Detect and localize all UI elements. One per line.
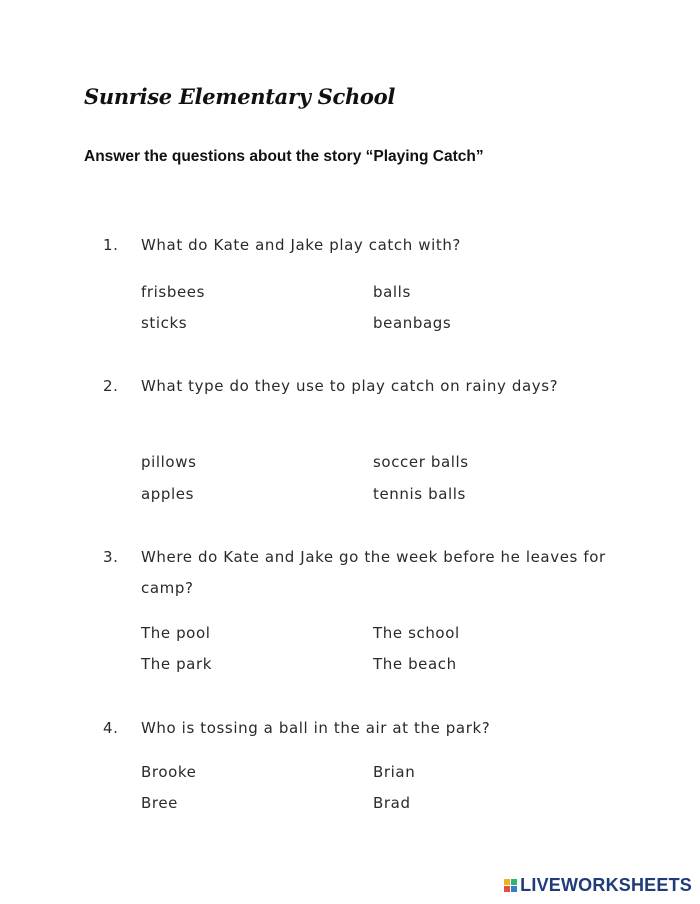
answer-option[interactable]: sticks	[141, 314, 188, 332]
liveworksheets-logo-icon	[504, 879, 517, 892]
answer-option[interactable]: Brian	[373, 763, 416, 781]
answer-option[interactable]: beanbags	[373, 314, 452, 332]
answer-option[interactable]: balls	[373, 283, 411, 301]
logo-square	[504, 886, 510, 892]
answer-option[interactable]: Bree	[141, 794, 178, 812]
question-text: Where do Kate and Jake go the week before he leaves for camp?	[141, 548, 606, 597]
answer-option[interactable]: The park	[141, 655, 213, 673]
question-number: 1.	[103, 236, 119, 254]
question-number: 4.	[103, 719, 119, 737]
question-text: What do Kate and Jake play catch with?	[141, 236, 461, 254]
question-number: 2.	[103, 377, 119, 395]
logo-text: LIVEWORKSHEETS	[520, 875, 692, 895]
answer-option[interactable]: The beach	[373, 655, 457, 673]
answer-option[interactable]: soccer balls	[373, 453, 469, 471]
school-name: Sunrise Elementary School	[84, 84, 396, 109]
question-text: What type do they use to play catch on rainy days?	[141, 377, 559, 395]
answer-option[interactable]: frisbees	[141, 283, 206, 301]
answer-option[interactable]: Brooke	[141, 763, 197, 781]
question-text: Who is tossing a ball in the air at the park?	[141, 719, 491, 737]
answer-option[interactable]: The school	[373, 624, 460, 642]
liveworksheets-logo[interactable]	[504, 875, 692, 896]
question-number: 3.	[103, 548, 119, 566]
answer-option[interactable]: The pool	[141, 624, 211, 642]
logo-square	[511, 879, 517, 885]
answer-option[interactable]: Brad	[373, 794, 411, 812]
logo-square	[511, 886, 517, 892]
answer-option[interactable]: pillows	[141, 453, 197, 471]
instructions: Answer the questions about the story “Playing Catch”	[84, 148, 484, 165]
answer-option[interactable]: tennis balls	[373, 485, 466, 503]
logo-square	[504, 879, 510, 885]
answer-option[interactable]: apples	[141, 485, 195, 503]
